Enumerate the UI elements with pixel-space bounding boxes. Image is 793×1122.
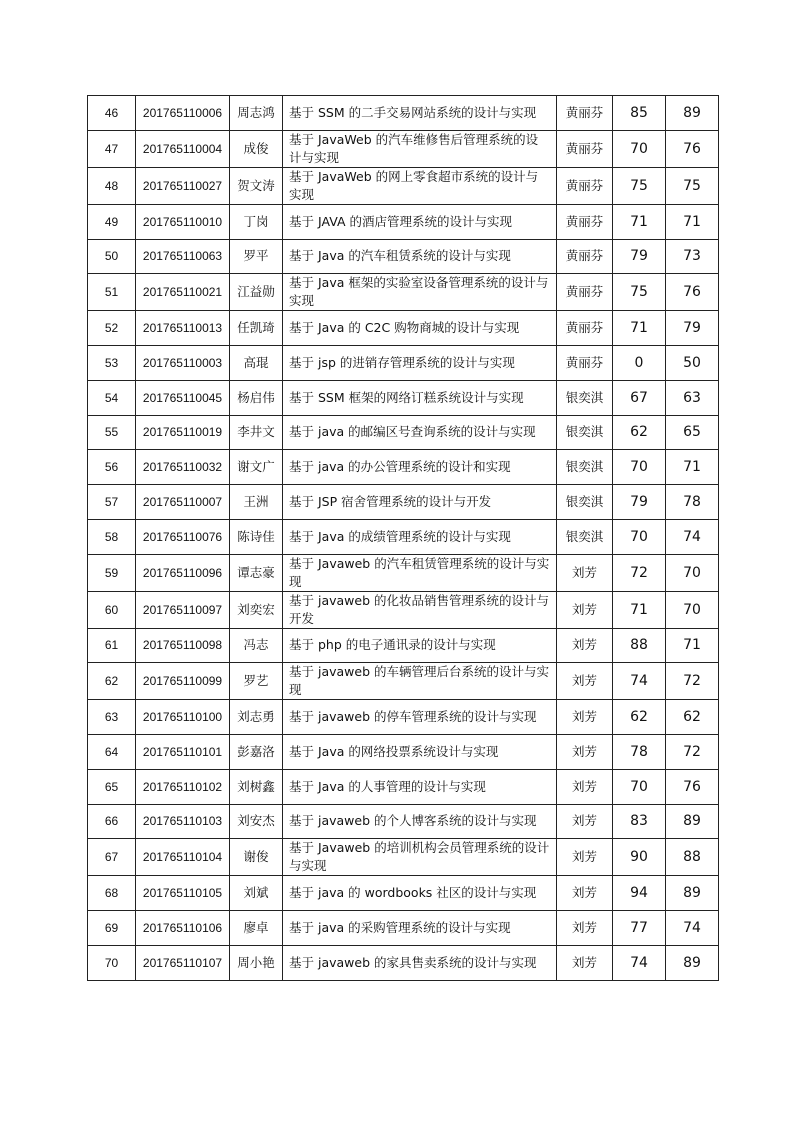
score-1-cell: 71 xyxy=(613,311,666,346)
row-number-cell: 59 xyxy=(88,554,136,591)
score-2-cell: 89 xyxy=(666,96,719,131)
student-name-cell: 高琨 xyxy=(230,346,283,381)
student-name-cell: 刘志勇 xyxy=(230,700,283,735)
score-2-cell: 76 xyxy=(666,274,719,311)
table-row xyxy=(88,130,719,167)
advisor-cell: 刘芳 xyxy=(557,735,613,770)
student-id-cell: 201765110107 xyxy=(136,945,230,980)
student-id-cell: 201765110021 xyxy=(136,274,230,311)
row-number-cell: 70 xyxy=(88,945,136,980)
student-id-cell: 201765110076 xyxy=(136,519,230,554)
score-2-cell: 76 xyxy=(666,130,719,167)
advisor-cell: 黄丽芬 xyxy=(557,274,613,311)
advisor-cell: 刘芳 xyxy=(557,839,613,876)
table-row xyxy=(88,346,719,381)
advisor-cell: 黄丽芬 xyxy=(557,96,613,131)
score-1-cell: 70 xyxy=(613,519,666,554)
student-id-cell: 201765110045 xyxy=(136,380,230,415)
score-1-cell: 75 xyxy=(613,167,666,204)
score-1-cell: 88 xyxy=(613,628,666,663)
row-number-cell: 66 xyxy=(88,804,136,839)
student-id-cell: 201765110106 xyxy=(136,911,230,946)
score-1-cell: 94 xyxy=(613,876,666,911)
score-1-cell: 71 xyxy=(613,204,666,239)
table-row xyxy=(88,911,719,946)
row-number-cell: 63 xyxy=(88,700,136,735)
thesis-title-cell: 基于 JavaWeb 的汽车维修售后管理系统的设计与实现 xyxy=(283,130,557,167)
student-id-cell: 201765110096 xyxy=(136,554,230,591)
score-2-cell: 89 xyxy=(666,876,719,911)
student-id-cell: 201765110099 xyxy=(136,663,230,700)
advisor-cell: 银奕淇 xyxy=(557,519,613,554)
score-2-cell: 74 xyxy=(666,519,719,554)
table-row xyxy=(88,204,719,239)
student-id-cell: 201765110007 xyxy=(136,485,230,520)
score-1-cell: 67 xyxy=(613,380,666,415)
row-number-cell: 56 xyxy=(88,450,136,485)
row-number-cell: 52 xyxy=(88,311,136,346)
student-name-cell: 冯志 xyxy=(230,628,283,663)
thesis-title-cell: 基于 jsp 的进销存管理系统的设计与实现 xyxy=(283,346,557,381)
student-id-cell: 201765110097 xyxy=(136,591,230,628)
student-name-cell: 刘奕宏 xyxy=(230,591,283,628)
score-1-cell: 62 xyxy=(613,700,666,735)
student-name-cell: 江益勋 xyxy=(230,274,283,311)
score-2-cell: 89 xyxy=(666,945,719,980)
score-2-cell: 89 xyxy=(666,804,719,839)
thesis-title-cell: 基于 java 的邮编区号查询系统的设计与实现 xyxy=(283,415,557,450)
table-row xyxy=(88,96,719,131)
thesis-title-cell: 基于 JSP 宿舍管理系统的设计与开发 xyxy=(283,485,557,520)
table-body xyxy=(88,96,719,981)
advisor-cell: 银奕淇 xyxy=(557,415,613,450)
table-row xyxy=(88,735,719,770)
thesis-title-cell: 基于 javaweb 的化妆品销售管理系统的设计与开发 xyxy=(283,591,557,628)
score-2-cell: 78 xyxy=(666,485,719,520)
table-row xyxy=(88,876,719,911)
score-2-cell: 65 xyxy=(666,415,719,450)
score-1-cell: 75 xyxy=(613,274,666,311)
student-id-cell: 201765110027 xyxy=(136,167,230,204)
student-name-cell: 李井文 xyxy=(230,415,283,450)
row-number-cell: 60 xyxy=(88,591,136,628)
student-name-cell: 罗平 xyxy=(230,239,283,274)
score-1-cell: 79 xyxy=(613,239,666,274)
student-name-cell: 廖卓 xyxy=(230,911,283,946)
student-id-cell: 201765110032 xyxy=(136,450,230,485)
student-name-cell: 王洲 xyxy=(230,485,283,520)
table-row xyxy=(88,769,719,804)
advisor-cell: 银奕淇 xyxy=(557,380,613,415)
advisor-cell: 刘芳 xyxy=(557,700,613,735)
student-name-cell: 刘树鑫 xyxy=(230,769,283,804)
student-id-cell: 201765110105 xyxy=(136,876,230,911)
advisor-cell: 刘芳 xyxy=(557,663,613,700)
row-number-cell: 46 xyxy=(88,96,136,131)
student-id-cell: 201765110101 xyxy=(136,735,230,770)
advisor-cell: 黄丽芬 xyxy=(557,204,613,239)
score-2-cell: 62 xyxy=(666,700,719,735)
advisor-cell: 刘芳 xyxy=(557,911,613,946)
score-1-cell: 74 xyxy=(613,663,666,700)
score-2-cell: 70 xyxy=(666,554,719,591)
student-id-cell: 201765110104 xyxy=(136,839,230,876)
advisor-cell: 刘芳 xyxy=(557,591,613,628)
student-name-cell: 杨启伟 xyxy=(230,380,283,415)
student-id-cell: 201765110004 xyxy=(136,130,230,167)
student-id-cell: 201765110013 xyxy=(136,311,230,346)
row-number-cell: 61 xyxy=(88,628,136,663)
row-number-cell: 49 xyxy=(88,204,136,239)
table-row xyxy=(88,628,719,663)
student-name-cell: 贺文涛 xyxy=(230,167,283,204)
thesis-title-cell: 基于 javaweb 的个人博客系统的设计与实现 xyxy=(283,804,557,839)
thesis-title-cell: 基于 java 的采购管理系统的设计与实现 xyxy=(283,911,557,946)
student-id-cell: 201765110102 xyxy=(136,769,230,804)
student-name-cell: 陈诗佳 xyxy=(230,519,283,554)
table-row xyxy=(88,167,719,204)
score-1-cell: 0 xyxy=(613,346,666,381)
score-2-cell: 75 xyxy=(666,167,719,204)
score-2-cell: 71 xyxy=(666,628,719,663)
row-number-cell: 69 xyxy=(88,911,136,946)
student-name-cell: 罗艺 xyxy=(230,663,283,700)
row-number-cell: 51 xyxy=(88,274,136,311)
thesis-title-cell: 基于 java 的 wordbooks 社区的设计与实现 xyxy=(283,876,557,911)
score-1-cell: 83 xyxy=(613,804,666,839)
thesis-title-cell: 基于 java 的办公管理系统的设计和实现 xyxy=(283,450,557,485)
score-1-cell: 72 xyxy=(613,554,666,591)
score-1-cell: 90 xyxy=(613,839,666,876)
student-name-cell: 成俊 xyxy=(230,130,283,167)
row-number-cell: 47 xyxy=(88,130,136,167)
row-number-cell: 64 xyxy=(88,735,136,770)
advisor-cell: 黄丽芬 xyxy=(557,311,613,346)
thesis-title-cell: 基于 javaweb 的车辆管理后台系统的设计与实现 xyxy=(283,663,557,700)
score-1-cell: 70 xyxy=(613,769,666,804)
table-row xyxy=(88,274,719,311)
row-number-cell: 55 xyxy=(88,415,136,450)
thesis-title-cell: 基于 Java 的成绩管理系统的设计与实现 xyxy=(283,519,557,554)
advisor-cell: 银奕淇 xyxy=(557,485,613,520)
student-id-cell: 201765110100 xyxy=(136,700,230,735)
thesis-title-cell: 基于 php 的电子通讯录的设计与实现 xyxy=(283,628,557,663)
score-2-cell: 73 xyxy=(666,239,719,274)
score-2-cell: 72 xyxy=(666,735,719,770)
row-number-cell: 67 xyxy=(88,839,136,876)
row-number-cell: 57 xyxy=(88,485,136,520)
row-number-cell: 68 xyxy=(88,876,136,911)
table-row xyxy=(88,663,719,700)
advisor-cell: 刘芳 xyxy=(557,554,613,591)
advisor-cell: 刘芳 xyxy=(557,628,613,663)
score-1-cell: 74 xyxy=(613,945,666,980)
table-row xyxy=(88,239,719,274)
score-2-cell: 76 xyxy=(666,769,719,804)
score-1-cell: 70 xyxy=(613,130,666,167)
score-1-cell: 71 xyxy=(613,591,666,628)
table-row xyxy=(88,485,719,520)
student-name-cell: 谢文广 xyxy=(230,450,283,485)
thesis-title-cell: 基于 Java 的人事管理的设计与实现 xyxy=(283,769,557,804)
thesis-title-cell: 基于 Javaweb 的汽车租赁管理系统的设计与实现 xyxy=(283,554,557,591)
score-1-cell: 85 xyxy=(613,96,666,131)
table-row xyxy=(88,945,719,980)
student-id-cell: 201765110006 xyxy=(136,96,230,131)
table-row xyxy=(88,380,719,415)
thesis-title-cell: 基于 JavaWeb 的网上零食超市系统的设计与实现 xyxy=(283,167,557,204)
student-id-cell: 201765110063 xyxy=(136,239,230,274)
row-number-cell: 48 xyxy=(88,167,136,204)
advisor-cell: 黄丽芬 xyxy=(557,130,613,167)
thesis-title-cell: 基于 javaweb 的停车管理系统的设计与实现 xyxy=(283,700,557,735)
row-number-cell: 58 xyxy=(88,519,136,554)
advisor-cell: 银奕淇 xyxy=(557,450,613,485)
score-2-cell: 71 xyxy=(666,204,719,239)
row-number-cell: 53 xyxy=(88,346,136,381)
score-1-cell: 78 xyxy=(613,735,666,770)
advisor-cell: 黄丽芬 xyxy=(557,167,613,204)
score-1-cell: 70 xyxy=(613,450,666,485)
thesis-title-cell: 基于 Java 框架的实验室设备管理系统的设计与实现 xyxy=(283,274,557,311)
student-name-cell: 刘斌 xyxy=(230,876,283,911)
score-2-cell: 71 xyxy=(666,450,719,485)
student-id-cell: 201765110019 xyxy=(136,415,230,450)
thesis-title-cell: 基于 Java 的汽车租赁系统的设计与实现 xyxy=(283,239,557,274)
advisor-cell: 刘芳 xyxy=(557,876,613,911)
table-row xyxy=(88,450,719,485)
thesis-title-cell: 基于 Javaweb 的培训机构会员管理系统的设计与实现 xyxy=(283,839,557,876)
score-2-cell: 70 xyxy=(666,591,719,628)
row-number-cell: 54 xyxy=(88,380,136,415)
table-row xyxy=(88,415,719,450)
advisor-cell: 黄丽芬 xyxy=(557,346,613,381)
student-id-cell: 201765110010 xyxy=(136,204,230,239)
table-row xyxy=(88,519,719,554)
student-name-cell: 刘安杰 xyxy=(230,804,283,839)
row-number-cell: 50 xyxy=(88,239,136,274)
score-2-cell: 74 xyxy=(666,911,719,946)
advisor-cell: 刘芳 xyxy=(557,945,613,980)
table-row xyxy=(88,804,719,839)
score-2-cell: 88 xyxy=(666,839,719,876)
thesis-title-cell: 基于 javaweb 的家具售卖系统的设计与实现 xyxy=(283,945,557,980)
score-2-cell: 50 xyxy=(666,346,719,381)
row-number-cell: 65 xyxy=(88,769,136,804)
student-name-cell: 任凯琦 xyxy=(230,311,283,346)
thesis-title-cell: 基于 JAVA 的酒店管理系统的设计与实现 xyxy=(283,204,557,239)
advisor-cell: 刘芳 xyxy=(557,804,613,839)
student-name-cell: 周志鸿 xyxy=(230,96,283,131)
table-row xyxy=(88,839,719,876)
row-number-cell: 62 xyxy=(88,663,136,700)
thesis-score-table xyxy=(87,95,719,981)
student-id-cell: 201765110098 xyxy=(136,628,230,663)
score-2-cell: 72 xyxy=(666,663,719,700)
student-name-cell: 周小艳 xyxy=(230,945,283,980)
student-name-cell: 谢俊 xyxy=(230,839,283,876)
student-name-cell: 彭嘉洛 xyxy=(230,735,283,770)
thesis-title-cell: 基于 SSM 的二手交易网站系统的设计与实现 xyxy=(283,96,557,131)
advisor-cell: 刘芳 xyxy=(557,769,613,804)
thesis-title-cell: 基于 SSM 框架的网络订糕系统设计与实现 xyxy=(283,380,557,415)
score-1-cell: 79 xyxy=(613,485,666,520)
student-name-cell: 丁岗 xyxy=(230,204,283,239)
student-id-cell: 201765110003 xyxy=(136,346,230,381)
table-row xyxy=(88,591,719,628)
student-name-cell: 谭志豪 xyxy=(230,554,283,591)
student-id-cell: 201765110103 xyxy=(136,804,230,839)
advisor-cell: 黄丽芬 xyxy=(557,239,613,274)
score-2-cell: 79 xyxy=(666,311,719,346)
score-2-cell: 63 xyxy=(666,380,719,415)
table-row xyxy=(88,700,719,735)
score-1-cell: 77 xyxy=(613,911,666,946)
score-1-cell: 62 xyxy=(613,415,666,450)
table-row xyxy=(88,554,719,591)
table-row xyxy=(88,311,719,346)
thesis-title-cell: 基于 Java 的网络投票系统设计与实现 xyxy=(283,735,557,770)
thesis-title-cell: 基于 Java 的 C2C 购物商城的设计与实现 xyxy=(283,311,557,346)
